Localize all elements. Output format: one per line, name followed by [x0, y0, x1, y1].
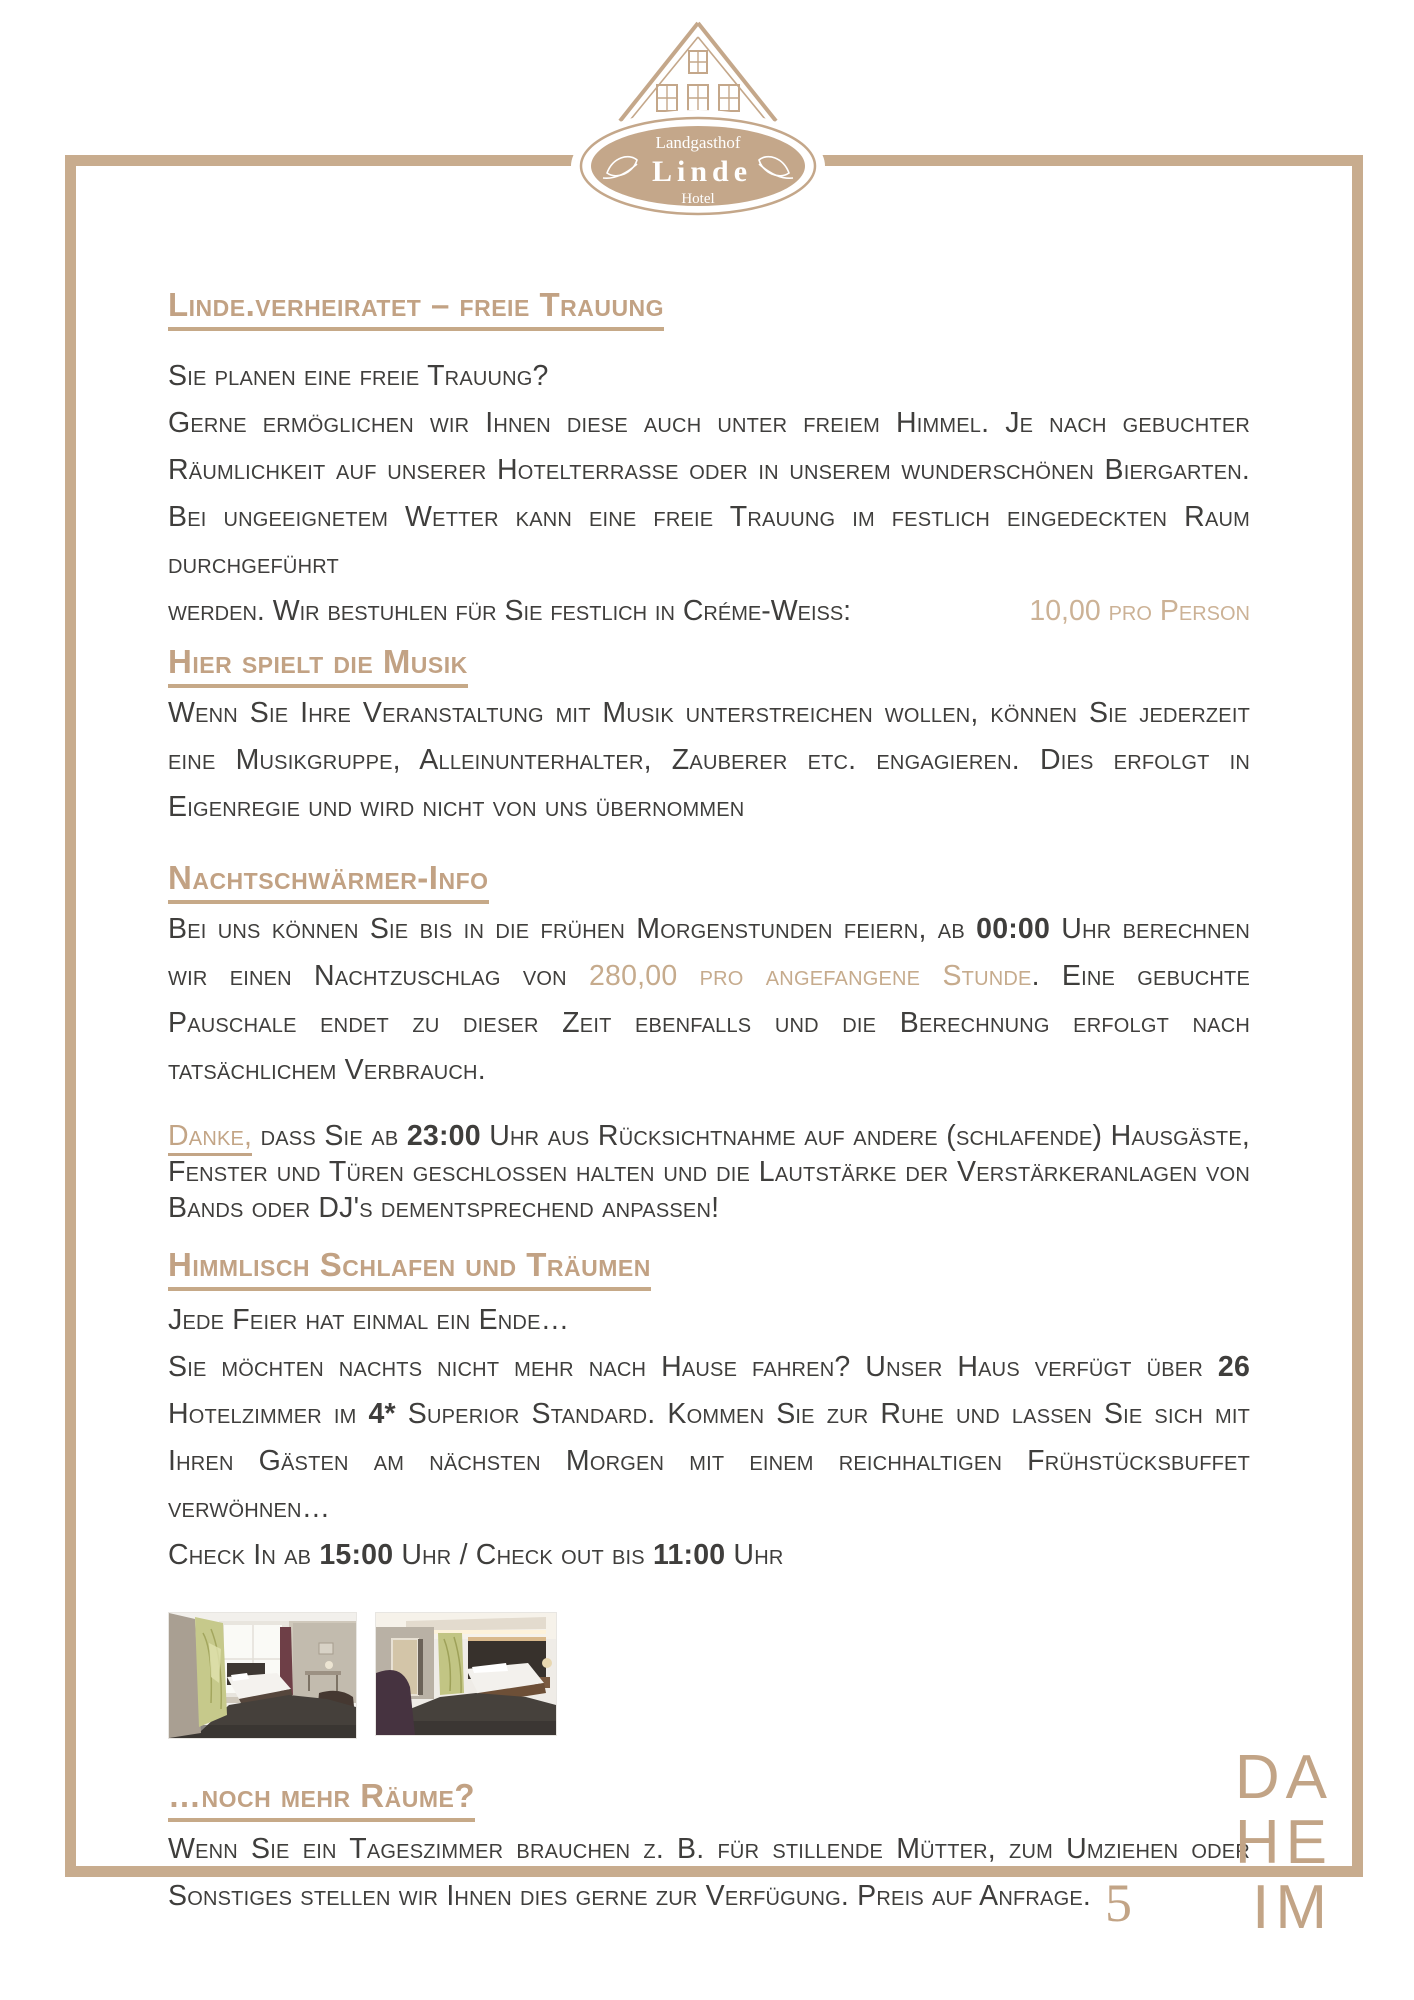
section-heading-musik: Hier spielt die Musik — [168, 643, 1250, 688]
daheim-line-1: DA — [1234, 1743, 1333, 1812]
logo-text-hotel: Hotel — [681, 191, 715, 207]
logo-text-linde: Linde — [651, 155, 753, 188]
paragraph-checkin: Check In ab 15:00 Uhr / Check out bis 11:00 Uhr — [168, 1539, 784, 1571]
danke-lead: Danke, — [168, 1120, 252, 1156]
check-out-time: 11:00 — [652, 1539, 726, 1571]
section-heading-freie-trauung: Linde.verheiratet – freie Trauung — [168, 286, 1250, 331]
room-photos — [168, 1612, 1250, 1739]
paragraph-hotelzimmer: Sie möchten nachts nicht mehr nach Hause fahren? Unser Haus verfügt über 26 Hotelzimmer im 4* Superior Standard. Kommen Sie zur Ruhe und lassen Sie sich mit Ihren Gästen am nächsten Morgen mit einem reichhaltigen Frühstücksbuffet verwöhnen… — [168, 1351, 1251, 1524]
price-value: 10,00 pro Person — [1029, 595, 1250, 627]
section-heading-mehr-raeume: …noch mehr Räume? — [168, 1777, 1250, 1822]
page-number: 5 — [1105, 1873, 1132, 1933]
page-content — [168, 286, 1250, 1920]
price-line — [168, 588, 1250, 635]
paragraph-trauung-body: Gerne ermöglichen wir Ihnen diese auch unter freiem Himmel. Je nach gebuchter Räumlichkeit auf unserer Hotelterrasse oder in unserem wunderschönen Biergarten. Bei ungeeignetem Wetter kann eine freie Trauung im festlich eingedeckten Raum durchgeführt — [168, 407, 1250, 580]
paragraph-nachtschwaermer: Bei uns können Sie bis in die frühen Morgenstunden feiern, ab 00:00 Uhr berechnen wir einen Nachtzuschlag von 280,00 pro angefangene Stunde. Eine gebuchte Pauschale endet zu dieser Zeit ebenfalls und die Berechnung erfolgt nach tatsächlichem Verbrauch. — [168, 913, 1251, 1086]
paragraph-danke: Danke, dass Sie ab 23:00 Uhr aus Rücksichtnahme auf andere (schlafende) Hausgäste, Fenster und Türen geschlossen halten und die Lautstärke der Verstärkeranlagen von Bands oder DJ's dementsprechend anpassen! — [168, 1120, 1251, 1224]
logo-text-landgasthof: Landgasthof — [655, 133, 741, 152]
check-in-time: 15:00 — [319, 1539, 394, 1571]
section-heading-schlafen: Himmlisch Schlafen und Träumen — [168, 1246, 1250, 1291]
section-heading-nachtschwaermer: Nachtschwärmer-Info — [168, 859, 1250, 904]
paragraph-ende: Jede Feier hat einmal ein Ende… — [168, 1304, 570, 1336]
hotel-logo — [563, 15, 833, 227]
room-photo-2 — [375, 1612, 557, 1736]
daheim-line-3: IM — [1252, 1873, 1333, 1942]
time-value: 00:00 — [976, 913, 1051, 945]
paragraph-musik: Wenn Sie Ihre Veranstaltung mit Musik unterstreichen wollen, können Sie jederzeit eine Musikgruppe, Alleinunterhalter, Zauberer etc. engagieren. Dies erfolgt in Eigenregie und wird nicht von uns übernommen — [168, 697, 1250, 823]
room-photo-1 — [168, 1612, 357, 1739]
time-value: 23:00 — [406, 1120, 481, 1152]
paragraph-tageszimmer: Wenn Sie ein Tageszimmer brauchen z. B. für stillende Mütter, zum Umziehen oder Sonstiges stellen wir Ihnen dies gerne zur Verfügung. Preis auf Anfrage. — [168, 1833, 1250, 1912]
surcharge-value: 280,00 pro angefangene Stunde — [589, 960, 1032, 992]
star-rating: 4* — [368, 1398, 396, 1430]
daheim-logo — [1235, 1745, 1333, 1940]
paragraph-intro: Sie planen eine freie Trauung? — [168, 360, 549, 392]
room-count: 26 — [1217, 1351, 1250, 1383]
daheim-line-2: HE — [1234, 1808, 1333, 1877]
price-line-text: werden. Wir bestuhlen für Sie festlich in Créme-Weiß: — [168, 595, 852, 627]
